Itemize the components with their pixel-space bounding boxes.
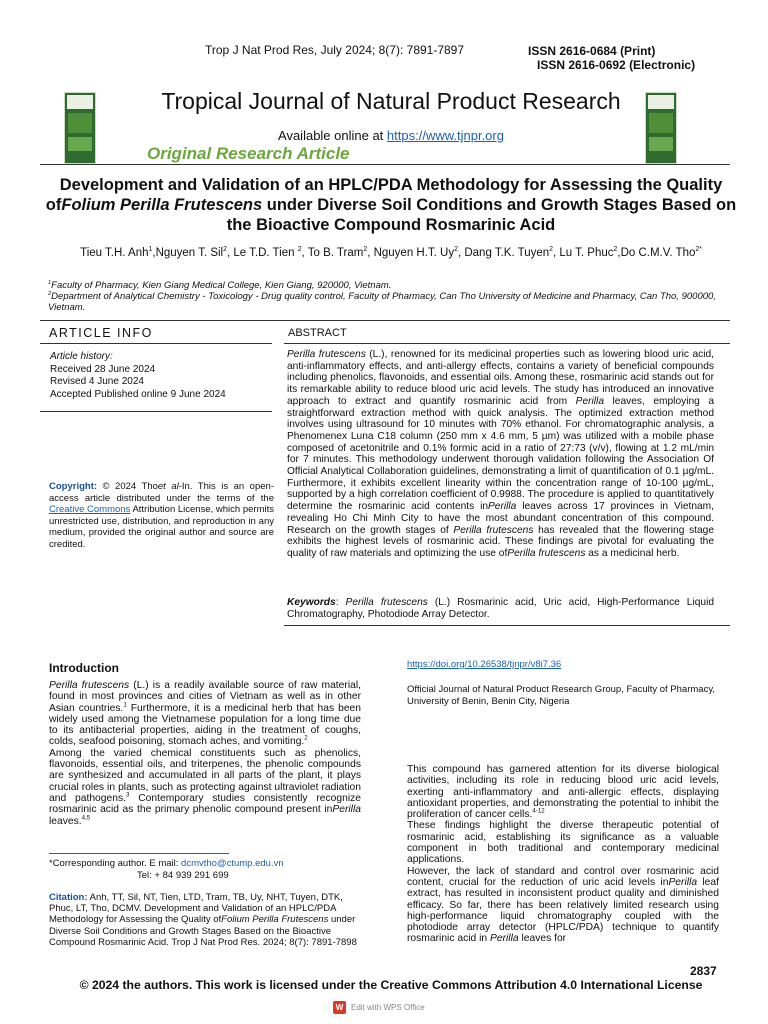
affiliation-2: $^2$Department of Analytical Chemistry - Toxicology - Drug quality control, Faculty of Pharmacy, Can Tho University of Medicine and Pharmacy, Can Tho, 900000, Vietnam. [48,290,716,313]
author-name: Le T.D. Tien [233,247,298,259]
author-separator: , [617,247,621,259]
doi [407,659,561,670]
copyright-notice: Copyright: © 2024 Thoet al-In. This is an open-access article distributed under the terms of the Creative Commons Attribution License, which permits unrestricted use, distribution, and reproduction in any medium, provided the original author and source are credited. [49,481,275,550]
accepted-date: Accepted Published online 9 June 2024 [50,388,226,400]
keywords: Keywords: Perilla frutescens (L.) Rosmarinic acid, Uric acid, High-Performance Liquid Chromatography, Photodiode Array Detector. [287,597,715,620]
keywords-divider [284,625,730,626]
author-name: Dang T.K. Tuyen [464,247,550,259]
wps-badge[interactable] [333,1001,425,1014]
keywords-label: Keywords [287,597,336,608]
info-divider-top [40,320,730,321]
header-divider [40,164,730,165]
author-list [60,246,722,260]
abstract-body: Perilla frutescens (L.), renowned for its medicinal properties such as lowering blood uric acid, anti-inflammatory effects, and anti-allergy effects, contains a variety of beneficial compounds including phenolics, flavonoids, and essential oils. Among these, rosmarinic acid stands out for its remarkable ability to reduce blood uric acid levels. The study has introduced an innovative approach to extract and quantify rosmarinic acid from Perilla leaves, employing a straightforward extraction method with quick analysis. The optimized extraction method involves using ultrasound for 10 minutes with 70% ethanol. For chromatographic analysis, a Phenomenex Luna C18 column (250 mm x 4.6 mm, 5 µm) was utilized with a mobile phase composed of acetonitrile and 0.1% formic acid in a ratio of 27:73 (v/v), flowing at 1.2 mL/min for 7 minutes. This methodology underwent thorough validation following the Association Of Official Analytical Collaboration guidelines, demonstrating a limit of quantification of 0.1 µg/mL. Furthermore, it exhibits excellent linearity within the concentration range of 10-100 µg/mL, supported by a high correlation coefficient of 0.9988. The procedure is applied to quantitatively determine the rosmarinic acid contents inPerilla leaves across 17 provinces in Vietnam, revealing Ho Chi Minh City to have the most abundant concentration of this compound. Research on the growth stages of Perilla frutescens has revealed that the flowering stage exhibits the highest levels of rosmarinic acid. These findings are pivotal for evaluating the quality of raw materials and optimizing the use ofPerilla frutescens as a medicinal herb. [287,349,715,559]
wps-text: Edit with WPS Office [351,1003,425,1012]
paper-title [40,175,742,235]
official-journal-note: Official Journal of Natural Product Research Group, Faculty of Pharmacy, University of Benin, Benin City, Nigeria [407,684,716,707]
affiliation-1: $^1$Faculty of Pharmacy, Kien Giang Medical College, Kien Giang, 920000, Vietnam. [48,279,392,291]
revised-date: Revised 4 June 2024 [50,376,144,387]
author-name: Lu T. Phuc [559,247,614,259]
email-link[interactable]: dcmvtho@ctump.edu.vn [181,858,284,869]
author-name: Do C.M.V. Tho [620,247,696,259]
title-part1: Development and Validation of an HPLC/PDA Methodology for Assessing the Quality of [45,176,723,214]
author-separator: , [367,247,374,259]
right-column-body [407,764,719,945]
issn-block [528,44,695,72]
author-separator: , [553,247,560,259]
author-name: Tieu T.H. Anh [80,247,149,259]
history-label: Article history: [50,351,113,362]
header-citation: Trop J Nat Prod Res, July 2024; 8(7): 7891-7897 [205,43,465,57]
right-paragraph-1: This compound has garnered attention for its diverse biological activities, including its role in reducing blood uric acid levels, exerting anti-inflammatory and anti-allergic effects, displaying antioxidant properties, and demonstrating the potential to inhibit the proliferation of cancer cells.$^{4-12}$ [407,764,719,821]
abstract-divider [284,343,730,344]
wps-logo-icon: W [333,1001,346,1014]
footnote-divider [49,853,229,854]
author-separator: , [226,247,234,259]
author-separator: , [301,247,308,259]
page-number: 2837 [690,964,717,978]
author-affiliation-mark: 2 [223,246,227,254]
introduction-body [49,680,361,827]
creative-commons-link[interactable]: Creative Commons [49,504,131,515]
journal-title: Tropical Journal of Natural Product Research [161,88,621,114]
right-paragraph-3: However, the lack of standard and control over rosmarinic acid content, crucial for the reduction of uric acid levels inPerilla leaf extract, has resulted in inconsistent product quality and diminished efficacy. So far, there has been relatively limited research using high-performance liquid chromatography coupled with the photodiode array detector (HPLC/PDA) technique to quantify rosmarinic acid in Perilla leaves for [407,865,719,945]
right-paragraph-2: These findings highlight the diverse therapeutic potential of rosmarinic acid, establishing its significance as a valuable component in both traditional and contemporary medicinal applications. [407,820,719,866]
author-affiliation-mark: 1 [148,246,153,254]
available-online [0,128,768,143]
available-prefix: Available online at [278,128,387,143]
author-affiliation-mark: 2 [297,246,302,254]
author-affiliation-mark: 2 [613,246,618,254]
received-date: Received 28 June 2024 [50,363,156,375]
license-notice: © 2024 the authors. This work is licensed under the Creative Commons Attribution 4.0 International License [79,978,703,992]
citation-label: Citation: [49,892,88,903]
journal-url-link[interactable]: https://www.tjnpr.org [386,128,504,143]
author-affiliation-mark: 2 [363,246,368,254]
author-affiliation-mark: 2 [549,246,553,254]
article-info-divider [40,343,272,344]
author-name: Nguyen H.T. Uy [373,247,455,259]
author-separator: , [152,247,156,259]
history-divider [40,411,272,412]
doi-link[interactable]: https://doi.org/10.26538/tjnpr/v8i7.36 [407,659,562,670]
author-name: To B. Tram [307,247,364,259]
author-separator: , [457,247,465,259]
intro-paragraph-1: Perilla frutescens (L.) is a readily available source of raw material, found in most provinces and cities of Vietnam as well as in other Asian countries.$^1$ Furthermore, it is a medicinal herb that has been widely used among the Vietnamese population for a long time due to its antibacterial properties, aiding in the treatment of coughs, colds, seafood poisoning, stomach aches, and vomiting.$^2$ [49,680,361,748]
corresponding-author: *Corresponding author. E mail: dcmvtho@ctump.edu.vn Tel: + 84 939 291 699 [49,858,361,881]
author-affiliation-mark: 2* [695,246,702,254]
title-part2: under Diverse Soil Conditions and Growth Stages Based on the Bioactive Compound Rosmarinic Acid [226,196,737,234]
author-name: Nguyen T. Sil [155,247,224,259]
article-info-heading: ARTICLE INFO [49,326,153,340]
issn-electronic: ISSN 2616-0692 (Electronic) [537,58,696,72]
citation-block: Citation: Anh, TT, Sil, NT, Tien, LTD, Tram, TB, Uy, NHT, Tuyen, DTK, Phuc, LT, Tho, DCMV. Development and Validation of an HPLC/PDA Methodology for Assessing the Quality ofFolium Perilla Frutescens under Diverse Soil Conditions and Growth Stages Based on the Bioactive Compound Rosmarinic Acid. Trop J Nat Prod Res. 2024; 8(7): 7891-7898 [49,892,357,948]
author-affiliation-mark: 2 [454,246,458,254]
intro-paragraph-2: Among the varied chemical constituents such as phenolics, flavonoids, essential oils, and triterpenes, the phenolic compounds are synthesized and accumulated in all parts of the plant, it plays crucial roles in plants, such as protecting against ultraviolet radiation and pathogens.$^3$ Contemporary studies consistently recognize rosmarinic acid as the primary phenolic compound present inPerilla leaves.$^{4,5}$ [49,747,361,827]
issn-print: ISSN 2616-0684 (Print) [528,44,656,58]
abstract-heading: ABSTRACT [288,327,347,339]
title-italic: Folium Perilla Frutescens [61,196,263,214]
affiliations [48,280,738,313]
article-type: Original Research Article [147,144,350,163]
copyright-label: Copyright: [49,481,98,492]
introduction-heading: Introduction [49,661,119,675]
article-history [50,351,226,401]
telephone: Tel: + 84 939 291 699 [137,869,229,881]
